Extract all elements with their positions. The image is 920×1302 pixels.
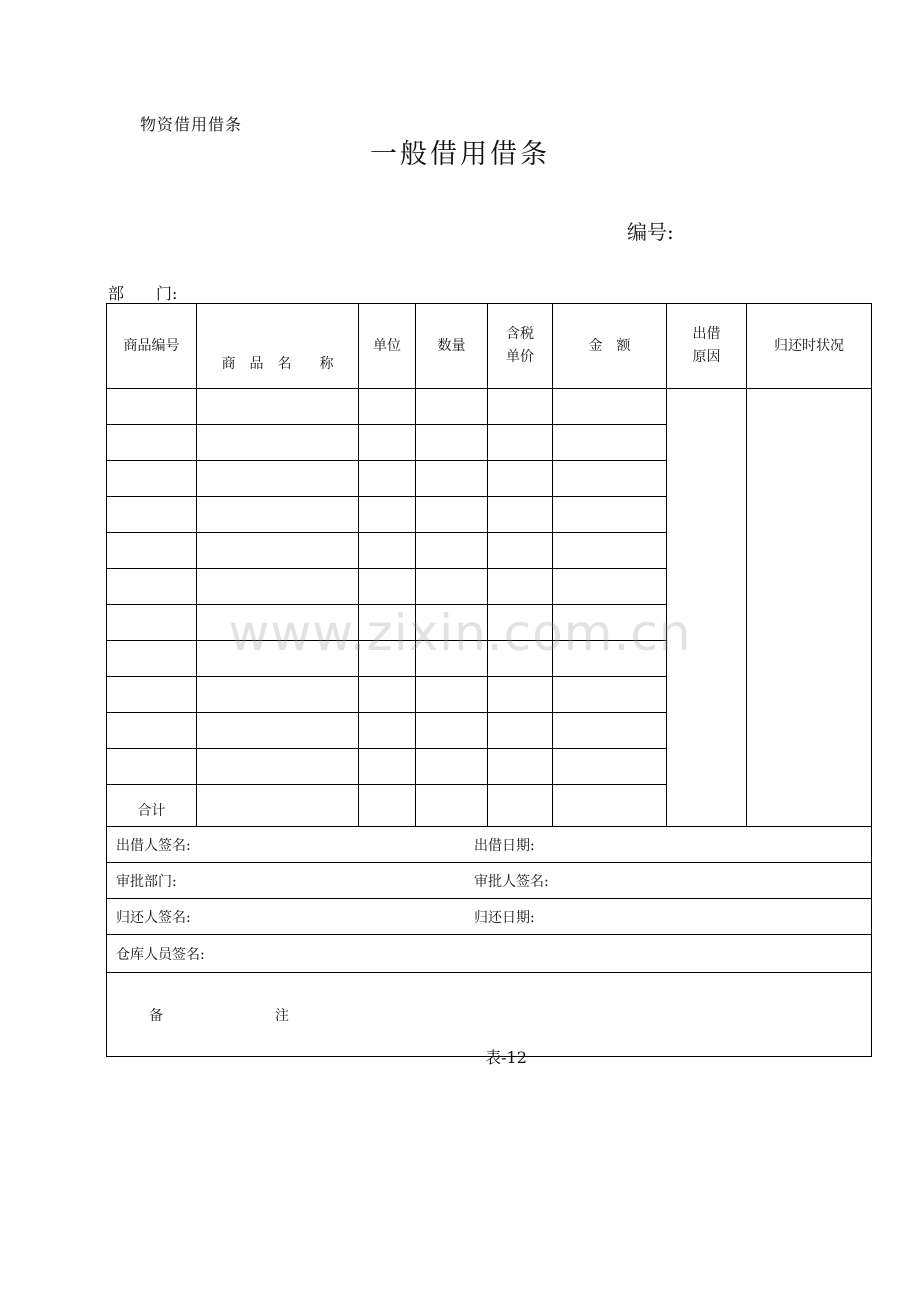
cell-quantity[interactable] [416, 713, 488, 749]
header-loan-reason [667, 304, 747, 389]
signature-cell-return[interactable] [107, 899, 872, 935]
cell-unit[interactable] [359, 749, 416, 785]
total-label: 合计 [107, 785, 197, 827]
header-item-name: 商 品 名 称 [197, 304, 359, 389]
cell-unit-price[interactable] [488, 713, 553, 749]
form-category-title: 物资借用借条 [140, 115, 243, 134]
cell-item-code[interactable] [107, 533, 197, 569]
cell-unit-price[interactable] [488, 389, 553, 425]
serial-number-label: 编号: [627, 220, 674, 244]
cell-amount[interactable] [553, 461, 667, 497]
cell-unit-price[interactable] [488, 461, 553, 497]
header-unit-price-line1: 含税 [506, 326, 534, 342]
header-loan-reason-line2: 原因 [692, 349, 721, 365]
cell-quantity[interactable] [416, 461, 488, 497]
form-number: 表-12 [485, 1048, 527, 1067]
cell-item-name[interactable] [197, 533, 359, 569]
header-item-code: 商品编号 [107, 304, 197, 389]
cell-unit-price[interactable] [488, 497, 553, 533]
cell-item-name[interactable] [197, 425, 359, 461]
approval-department-label: 审批部门: [116, 873, 177, 890]
cell-unit-price[interactable] [488, 569, 553, 605]
cell-amount[interactable] [553, 425, 667, 461]
watermark-text: www.zixin.com.cn [228, 604, 692, 662]
total-unit-price[interactable] [488, 785, 553, 827]
cell-unit[interactable] [359, 497, 416, 533]
loan-table [106, 303, 872, 1057]
cell-item-code[interactable] [107, 389, 197, 425]
department-label: 部 门: [108, 284, 178, 303]
signature-cell-approve[interactable] [107, 863, 872, 899]
cell-unit[interactable] [359, 461, 416, 497]
header-quantity: 数量 [416, 304, 488, 389]
cell-unit-price[interactable] [488, 749, 553, 785]
cell-unit[interactable] [359, 389, 416, 425]
cell-amount[interactable] [553, 677, 667, 713]
signature-row-return [107, 899, 872, 935]
cell-item-code[interactable] [107, 749, 197, 785]
lender-signature-label: 出借人签名: [116, 837, 191, 854]
cell-unit[interactable] [359, 713, 416, 749]
lend-date-label: 出借日期: [474, 837, 535, 854]
total-amount[interactable] [553, 785, 667, 827]
total-quantity[interactable] [416, 785, 488, 827]
cell-unit-price[interactable] [488, 425, 553, 461]
total-unit[interactable] [359, 785, 416, 827]
approver-signature-label: 审批人签名: [474, 873, 549, 890]
table-row [107, 389, 872, 425]
signature-row-warehouse [107, 935, 872, 973]
cell-amount[interactable] [553, 389, 667, 425]
header-unit-price [488, 304, 553, 389]
cell-unit[interactable] [359, 677, 416, 713]
header-unit: 单位 [359, 304, 416, 389]
header-return-status: 归还时状况 [747, 304, 872, 389]
cell-item-code[interactable] [107, 713, 197, 749]
warehouse-signature-label: 仓库人员签名: [116, 946, 205, 963]
cell-item-name[interactable] [197, 677, 359, 713]
header-loan-reason-line1: 出借 [692, 326, 721, 342]
cell-amount[interactable] [553, 533, 667, 569]
cell-item-code[interactable] [107, 461, 197, 497]
cell-quantity[interactable] [416, 425, 488, 461]
cell-item-name[interactable] [197, 713, 359, 749]
signature-cell-lend[interactable] [107, 827, 872, 863]
cell-unit[interactable] [359, 425, 416, 461]
cell-quantity[interactable] [416, 569, 488, 605]
cell-item-name[interactable] [197, 569, 359, 605]
remarks-cell[interactable] [107, 973, 872, 1057]
return-date-label: 归还日期: [474, 909, 535, 926]
cell-unit-price[interactable] [488, 677, 553, 713]
cell-quantity[interactable] [416, 677, 488, 713]
returner-signature-label: 归还人签名: [116, 909, 191, 926]
cell-item-code[interactable] [107, 425, 197, 461]
cell-item-name[interactable] [197, 461, 359, 497]
signature-row-approve [107, 863, 872, 899]
cell-item-code[interactable] [107, 677, 197, 713]
cell-amount[interactable] [553, 749, 667, 785]
cell-quantity[interactable] [416, 533, 488, 569]
cell-quantity[interactable] [416, 389, 488, 425]
table-header-row [107, 304, 872, 389]
cell-item-name[interactable] [197, 389, 359, 425]
header-amount: 金 额 [553, 304, 667, 389]
cell-amount[interactable] [553, 713, 667, 749]
header-unit-price-line2: 单价 [506, 349, 534, 365]
cell-amount[interactable] [553, 497, 667, 533]
cell-item-code[interactable] [107, 569, 197, 605]
total-item-name[interactable] [197, 785, 359, 827]
cell-quantity[interactable] [416, 749, 488, 785]
remarks-label: 备注 [149, 1007, 401, 1024]
signature-cell-warehouse[interactable] [107, 935, 872, 973]
cell-item-code[interactable] [107, 497, 197, 533]
cell-unit-price[interactable] [488, 533, 553, 569]
cell-quantity[interactable] [416, 497, 488, 533]
signature-row-lend [107, 827, 872, 863]
cell-item-name[interactable] [197, 749, 359, 785]
cell-unit[interactable] [359, 533, 416, 569]
cell-amount[interactable] [553, 569, 667, 605]
remarks-row [107, 973, 872, 1057]
cell-item-name[interactable] [197, 497, 359, 533]
page-title: 一般借用借条 [370, 139, 550, 170]
cell-unit[interactable] [359, 569, 416, 605]
